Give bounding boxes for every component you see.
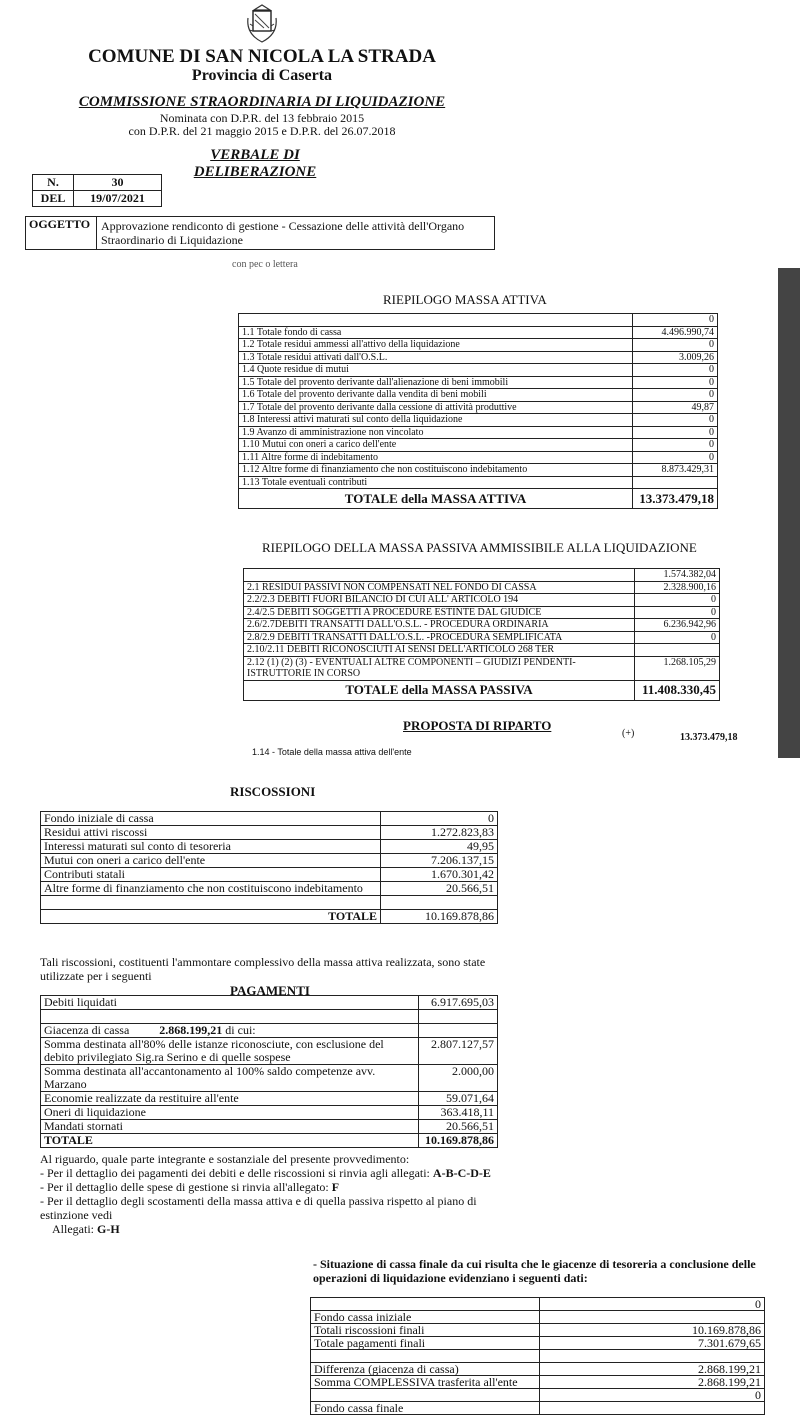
situazione-table bbox=[310, 1297, 765, 1415]
massa-attiva-row-label bbox=[239, 314, 633, 327]
massa-attiva-row-label: 1.11 Altre forme di indebitamento bbox=[239, 451, 633, 464]
riscossioni-row bbox=[41, 896, 498, 910]
riscossioni-row-label: Fondo iniziale di cassa bbox=[41, 812, 381, 826]
massa-attiva-row-label: 1.13 Totale eventuali contributi bbox=[239, 476, 633, 489]
situazione-row-value bbox=[540, 1311, 765, 1324]
debiti-value: 6.917.695,03 bbox=[419, 996, 498, 1010]
scrollbar[interactable] bbox=[778, 268, 800, 758]
situazione-row bbox=[311, 1337, 765, 1350]
massa-attiva-row-label: 1.7 Totale del provento derivante dalla cessione di attività produttive bbox=[239, 401, 633, 414]
pagamenti-total-label: TOTALE bbox=[41, 1134, 419, 1148]
pagamenti-row-label: Economie realizzate da restituire all'ente bbox=[41, 1092, 419, 1106]
massa-attiva-total-value: 13.373.479,18 bbox=[633, 489, 718, 509]
massa-passiva-row bbox=[244, 644, 720, 657]
massa-passiva-row-label: 2.8/2.9 DEBITI TRANSATTI DALL'O.S.L. -PROCEDURA SEMPLIFICATA bbox=[244, 631, 635, 644]
situazione-row-label bbox=[311, 1389, 540, 1402]
giacenza-amount: 2.868.199,21 bbox=[159, 1023, 223, 1037]
massa-passiva-row-value: 1.574.382,04 bbox=[635, 569, 720, 582]
riscossioni-row-value: 1.272.823,83 bbox=[381, 826, 498, 840]
massa-passiva-row-value: 0 bbox=[635, 594, 720, 607]
situazione-row-value: 2.868.199,21 bbox=[540, 1376, 765, 1389]
n-value: 30 bbox=[74, 175, 162, 191]
massa-passiva-row bbox=[244, 569, 720, 582]
situazione-row-label: Totali riscossioni finali bbox=[311, 1324, 540, 1337]
massa-attiva-row-label: 1.6 Totale del provento derivante dalla vendita di beni mobili bbox=[239, 389, 633, 402]
situazione-row-value: 7.301.679,65 bbox=[540, 1337, 765, 1350]
massa-passiva-row-label: 2.12 (1) (2) (3) - EVENTUALI ALTRE COMPONENTI – GIUDIZI PENDENTI-ISTRUTTORIE IN CORSO bbox=[244, 656, 635, 680]
riscossioni-row-label: Contributi statali bbox=[41, 868, 381, 882]
pagamenti-total-value: 10.169.878,86 bbox=[419, 1134, 498, 1148]
riguardo-bullet-3: - Per il dettaglio degli scostamenti della massa attiva e di quella passiva rispetto al piano di estinzione vedi bbox=[40, 1194, 477, 1222]
massa-passiva-table bbox=[243, 568, 720, 701]
massa-attiva-table bbox=[238, 313, 718, 509]
situazione-row-label: Totale pagamenti finali bbox=[311, 1337, 540, 1350]
situazione-row-label: Somma COMPLESSIVA trasferita all'ente bbox=[311, 1376, 540, 1389]
situazione-row-value bbox=[540, 1402, 765, 1415]
pagamenti-row bbox=[41, 1038, 498, 1065]
proposta-line-label: 1.14 - Totale della massa attiva dell'ente bbox=[252, 747, 412, 757]
situazione-row-value: 0 bbox=[540, 1389, 765, 1402]
massa-attiva-row-value: 0 bbox=[633, 414, 718, 427]
massa-passiva-row bbox=[244, 606, 720, 619]
riscossioni-row-label: Altre forme di finanziamento che non costituiscono indebitamento bbox=[41, 882, 381, 896]
pagamenti-title: PAGAMENTI bbox=[230, 983, 310, 998]
massa-passiva-row-label: 2.4/2.5 DEBITI SOGGETTI A PROCEDURE ESTINTE DAL GIUDICE bbox=[244, 606, 635, 619]
oggetto-box bbox=[25, 216, 495, 250]
allegati-line: Allegati: G-H bbox=[52, 1222, 120, 1236]
riscossioni-row-value: 1.670.301,42 bbox=[381, 868, 498, 882]
massa-attiva-row-value: 0 bbox=[633, 376, 718, 389]
riscossioni-row bbox=[41, 812, 498, 826]
massa-attiva-row-value: 0 bbox=[633, 426, 718, 439]
massa-attiva-row bbox=[239, 351, 718, 364]
massa-attiva-row-value: 0 bbox=[633, 389, 718, 402]
proposta-value: 13.373.479,18 bbox=[680, 732, 738, 743]
comune-title: COMUNE DI SAN NICOLA LA STRADA bbox=[88, 46, 436, 67]
delibera-number-box bbox=[32, 174, 162, 207]
pagamenti-row-value: 363.418,11 bbox=[419, 1106, 498, 1120]
situazione-row bbox=[311, 1324, 765, 1337]
massa-attiva-row-value bbox=[633, 476, 718, 489]
pagamenti-row bbox=[41, 1092, 498, 1106]
riguardo-bullet-1: - Per il dettaglio dei pagamenti dei debiti e delle riscossioni si rinvia agli allegati: A-B-C-D-E bbox=[40, 1166, 491, 1180]
giacenza-row bbox=[41, 1024, 419, 1038]
giacenza-label: Giacenza di cassa bbox=[44, 1023, 130, 1037]
massa-passiva-row-label: 2.2/2.3 DEBITI FUORI BILANCIO DI CUI ALL' ARTICOLO 194 bbox=[244, 594, 635, 607]
situazione-row-value bbox=[540, 1350, 765, 1363]
pagamenti-row-label: Mandati stornati bbox=[41, 1120, 419, 1134]
massa-attiva-row bbox=[239, 339, 718, 352]
coat-of-arms-icon bbox=[244, 4, 280, 46]
riscossioni-row-label: Interessi maturati sul conto di tesoreria bbox=[41, 840, 381, 854]
massa-passiva-title: RIEPILOGO DELLA MASSA PASSIVA AMMISSIBILE ALLA LIQUIDAZIONE bbox=[262, 540, 697, 555]
massa-attiva-row-label: 1.12 Altre forme di finanziamento che non costituiscono indebitamento bbox=[239, 464, 633, 477]
riguardo-intro: Al riguardo, quale parte integrante e sostanziale del presente provvedimento: bbox=[40, 1152, 410, 1166]
massa-attiva-row-value: 0 bbox=[633, 451, 718, 464]
debiti-label: Debiti liquidati bbox=[41, 996, 419, 1010]
massa-passiva-total-label: TOTALE della MASSA PASSIVA bbox=[244, 680, 635, 700]
situazione-row bbox=[311, 1389, 765, 1402]
riscossioni-row bbox=[41, 854, 498, 868]
massa-attiva-row bbox=[239, 414, 718, 427]
massa-attiva-row-label: 1.1 Totale fondo di cassa bbox=[239, 326, 633, 339]
pagamenti-table bbox=[40, 995, 498, 1148]
massa-passiva-row bbox=[244, 656, 720, 680]
massa-passiva-row-value: 1.268.105,29 bbox=[635, 656, 720, 680]
massa-attiva-row bbox=[239, 439, 718, 452]
massa-passiva-row-value bbox=[635, 644, 720, 657]
massa-passiva-row bbox=[244, 619, 720, 632]
nominata-line-2: con D.P.R. del 21 maggio 2015 e D.P.R. del 26.07.2018 bbox=[128, 124, 396, 138]
situazione-row-label: Fondo cassa finale bbox=[311, 1402, 540, 1415]
situazione-row bbox=[311, 1350, 765, 1363]
riscossioni-row bbox=[41, 868, 498, 882]
pagamenti-row-value: 2.807.127,57 bbox=[419, 1038, 498, 1065]
riscossioni-row bbox=[41, 840, 498, 854]
riscossioni-row-label: Mutui con oneri a carico dell'ente bbox=[41, 854, 381, 868]
massa-passiva-row-value: 2.328.900,16 bbox=[635, 581, 720, 594]
situazione-row-label: Differenza (giacenza di cassa) bbox=[311, 1363, 540, 1376]
massa-attiva-row bbox=[239, 314, 718, 327]
massa-passiva-row bbox=[244, 631, 720, 644]
massa-attiva-title: RIEPILOGO MASSA ATTIVA bbox=[383, 292, 547, 307]
verbale-title: VERBALE DI DELIBERAZIONE bbox=[193, 147, 317, 180]
riscossioni-row-label: Residui attivi riscossi bbox=[41, 826, 381, 840]
riscossioni-title: RISCOSSIONI bbox=[230, 784, 316, 799]
massa-attiva-row-value: 8.873.429,31 bbox=[633, 464, 718, 477]
massa-passiva-row-value: 0 bbox=[635, 631, 720, 644]
pagamenti-row-label: Somma destinata all'80% delle istanze riconosciute, con esclusione del debito privilegiato Sig.ra Serino e di quelle sospese bbox=[41, 1038, 419, 1065]
situazione-row-value: 10.169.878,86 bbox=[540, 1324, 765, 1337]
commissione-title: COMMISSIONE STRAORDINARIA DI LIQUIDAZIONE bbox=[78, 94, 446, 110]
massa-attiva-row-value: 0 bbox=[633, 339, 718, 352]
proposta-sign: (+) bbox=[622, 728, 635, 739]
massa-attiva-row bbox=[239, 451, 718, 464]
situazione-row-label: Fondo cassa iniziale bbox=[311, 1311, 540, 1324]
massa-attiva-row-label: 1.4 Quote residue di mutui bbox=[239, 364, 633, 377]
pagamenti-row bbox=[41, 1106, 498, 1120]
situazione-row bbox=[311, 1363, 765, 1376]
massa-passiva-row-label: 2.6/2.7DEBITI TRANSATTI DALL'O.S.L. - PROCEDURA ORDINARIA bbox=[244, 619, 635, 632]
pagamenti-row-value: 20.566,51 bbox=[419, 1120, 498, 1134]
massa-attiva-row-value: 49,87 bbox=[633, 401, 718, 414]
pagamenti-row bbox=[41, 1065, 498, 1092]
massa-passiva-row-value: 0 bbox=[635, 606, 720, 619]
massa-attiva-total-label: TOTALE della MASSA ATTIVA bbox=[239, 489, 633, 509]
riscossioni-total-label: TOTALE bbox=[41, 910, 381, 924]
riguardo-bullet-2: - Per il dettaglio delle spese di gestione si rinvia all'allegato: F bbox=[40, 1180, 340, 1194]
proposta-title: PROPOSTA DI RIPARTO bbox=[403, 718, 552, 733]
massa-attiva-row-label: 1.9 Avanzo di amministrazione non vincolato bbox=[239, 426, 633, 439]
riscossioni-row bbox=[41, 826, 498, 840]
riscossioni-total-value: 10.169.878,86 bbox=[381, 910, 498, 924]
massa-attiva-row-label: 1.10 Mutui con oneri a carico dell'ente bbox=[239, 439, 633, 452]
pagamenti-row-label: Somma destinata all'accantonamento al 100% saldo competenze avv. Marzano bbox=[41, 1065, 419, 1092]
riscossioni-row bbox=[41, 882, 498, 896]
situazione-row bbox=[311, 1298, 765, 1311]
situazione-row bbox=[311, 1402, 765, 1415]
riscossioni-table bbox=[40, 811, 498, 924]
oggetto-text: Approvazione rendiconto di gestione - Cessazione delle attività dell'Organo Straordinario di Liquidazione bbox=[97, 217, 495, 250]
pagamenti-row-value: 59.071,64 bbox=[419, 1092, 498, 1106]
riscossioni-row-value bbox=[381, 896, 498, 910]
riscossioni-row-value: 20.566,51 bbox=[381, 882, 498, 896]
situazione-row-label bbox=[311, 1350, 540, 1363]
giacenza-suffix: di cui: bbox=[225, 1023, 256, 1037]
massa-attiva-row-label: 1.5 Totale del provento derivante dall'alienazione di beni immobili bbox=[239, 376, 633, 389]
massa-passiva-row-label bbox=[244, 569, 635, 582]
pagamenti-row bbox=[41, 1120, 498, 1134]
pagamenti-row-label: Oneri di liquidazione bbox=[41, 1106, 419, 1120]
situazione-paragraph: - Situazione di cassa finale da cui risulta che le giacenze di tesoreria a conclusione delle operazioni di liquidazione evidenziano i seguenti dati: bbox=[313, 1257, 756, 1285]
massa-passiva-row bbox=[244, 594, 720, 607]
massa-attiva-row-value: 0 bbox=[633, 314, 718, 327]
oggetto-label: OGGETTO bbox=[26, 217, 97, 250]
riscossioni-row-value: 7.206.137,15 bbox=[381, 854, 498, 868]
massa-attiva-row bbox=[239, 426, 718, 439]
massa-passiva-row bbox=[244, 581, 720, 594]
situazione-row bbox=[311, 1376, 765, 1389]
massa-attiva-row bbox=[239, 376, 718, 389]
massa-attiva-row-value: 0 bbox=[633, 364, 718, 377]
situazione-row-value: 2.868.199,21 bbox=[540, 1363, 765, 1376]
massa-passiva-row-label: 2.10/2.11 DEBITI RICONOSCIUTI AI SENSI DELL'ARTICOLO 268 TER bbox=[244, 644, 635, 657]
massa-attiva-row-value: 0 bbox=[633, 439, 718, 452]
del-value: 19/07/2021 bbox=[74, 191, 162, 207]
massa-attiva-row bbox=[239, 389, 718, 402]
massa-attiva-row bbox=[239, 326, 718, 339]
situazione-row-label bbox=[311, 1298, 540, 1311]
massa-attiva-row bbox=[239, 476, 718, 489]
massa-attiva-row-value: 4.496.990,74 bbox=[633, 326, 718, 339]
massa-attiva-row bbox=[239, 464, 718, 477]
massa-passiva-row-label: 2.1 RESIDUI PASSIVI NON COMPENSATI NEL FONDO DI CASSA bbox=[244, 581, 635, 594]
del-label: DEL bbox=[33, 191, 74, 207]
riguardo-section bbox=[40, 1152, 505, 1236]
situazione-row bbox=[311, 1311, 765, 1324]
massa-attiva-row bbox=[239, 364, 718, 377]
provincia-title: Provincia di Caserta bbox=[191, 67, 333, 84]
nominata-line-1: Nominata con D.P.R. del 13 febbraio 2015 bbox=[159, 111, 365, 125]
n-label: N. bbox=[33, 175, 74, 191]
riscossioni-row-value: 49,95 bbox=[381, 840, 498, 854]
massa-attiva-row-label: 1.2 Totale residui ammessi all'attivo della liquidazione bbox=[239, 339, 633, 352]
riscossioni-row-label bbox=[41, 896, 381, 910]
pagamenti-row-value: 2.000,00 bbox=[419, 1065, 498, 1092]
massa-passiva-total-value: 11.408.330,45 bbox=[635, 680, 720, 700]
tali-paragraph: Tali riscossioni, costituenti l'ammontare complessivo della massa attiva realizzata, sono state utilizzate per i seguenti bbox=[40, 955, 486, 983]
massa-passiva-row-value: 6.236.942,96 bbox=[635, 619, 720, 632]
massa-attiva-row bbox=[239, 401, 718, 414]
riscossioni-row-value: 0 bbox=[381, 812, 498, 826]
massa-attiva-row-value: 3.009,26 bbox=[633, 351, 718, 364]
massa-attiva-row-label: 1.3 Totale residui attivati dall'O.S.L. bbox=[239, 351, 633, 364]
situazione-row-value: 0 bbox=[540, 1298, 765, 1311]
massa-attiva-row-label: 1.8 Interessi attivi maturati sul conto della liquidazione bbox=[239, 414, 633, 427]
cut-text-fragment: con pec o lettera bbox=[232, 259, 298, 269]
